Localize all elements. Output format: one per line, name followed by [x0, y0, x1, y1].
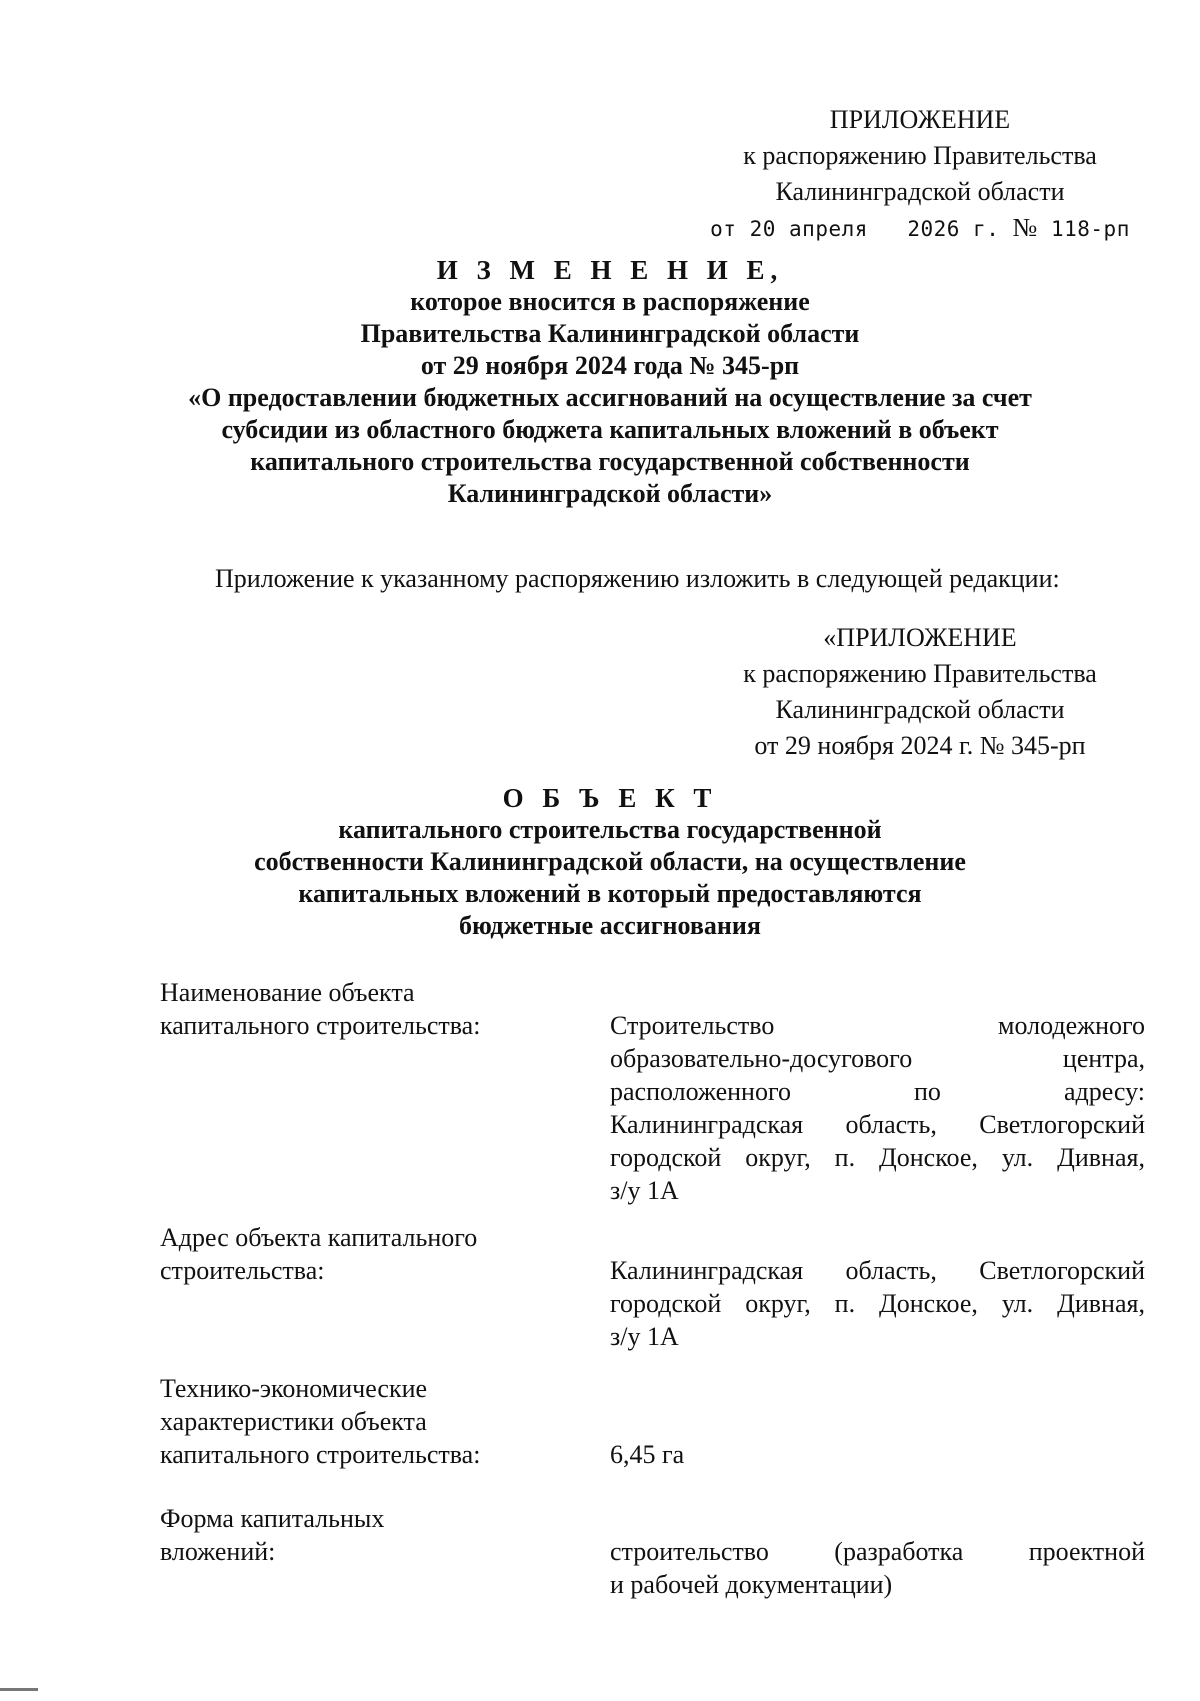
change-line: которое вносится в распоряжение	[410, 287, 810, 316]
inner-appendix-header	[690, 620, 1150, 764]
word: Дивная,	[1057, 1289, 1145, 1318]
word: расположенного	[610, 1077, 791, 1106]
name-value-line	[610, 1009, 1145, 1042]
address-label-line: Адрес объекта капитального	[160, 1223, 478, 1252]
word: область,	[845, 1256, 937, 1285]
address-value-line	[610, 1287, 1145, 1320]
object-line: собственности Калининградской области, на осуществление	[254, 847, 966, 876]
scan-edge-mark	[0, 1688, 38, 1691]
word: проектной	[1028, 1537, 1145, 1566]
document-number: 118-рп	[1050, 217, 1130, 241]
word: Светлогорский	[979, 1110, 1145, 1139]
name-value-line	[610, 1174, 1145, 1207]
word: Донское,	[879, 1289, 978, 1318]
change-line: субсидии из областного бюджета капитальных вложений в объект	[221, 415, 999, 444]
inner-appendix-line-4: от 29 ноября 2024 г. № 345-рп	[754, 731, 1086, 760]
change-title: И З М Е Н Е Н И Е,	[436, 255, 784, 285]
word: строительство	[610, 1537, 769, 1566]
address-label	[160, 1221, 540, 1287]
investment-form-value	[610, 1535, 1145, 1601]
characteristics-label	[160, 1372, 540, 1471]
change-line: от 29 ноября 2024 года № 345-рп	[420, 351, 800, 380]
name-value	[610, 1009, 1145, 1207]
approval-title: ПРИЛОЖЕНИЕ	[829, 105, 1011, 134]
word: молодежного	[998, 1011, 1145, 1040]
word: по	[914, 1077, 941, 1106]
word: городской	[610, 1289, 722, 1318]
date-year: 2026 г.	[907, 217, 1000, 241]
approval-date-line	[690, 210, 1150, 246]
name-value-line	[610, 1141, 1145, 1174]
word: округ,	[745, 1289, 811, 1318]
change-line: «О предоставлении бюджетных ассигнований на осуществление за счет	[188, 383, 1032, 412]
investment-form-label-line: вложений:	[160, 1537, 276, 1566]
address-value-line	[610, 1320, 1145, 1353]
inner-appendix-line-3: Калининградской области	[775, 695, 1065, 724]
word: ул.	[1001, 1143, 1034, 1172]
characteristics-label-line: характеристики объекта	[160, 1407, 427, 1436]
date-day-month: 20 апреля	[749, 217, 868, 241]
word: п.	[834, 1143, 856, 1172]
word: з/у 1А	[610, 1176, 679, 1205]
change-line: Калининградской области»	[447, 479, 773, 508]
characteristics-label-line: капитального строительства:	[160, 1440, 481, 1469]
word: образовательно-досугового	[610, 1044, 913, 1073]
word: ул.	[1001, 1289, 1034, 1318]
name-label-line: Наименование объекта	[160, 978, 415, 1007]
object-line: бюджетные ассигнования	[459, 911, 761, 940]
address-value-line	[610, 1254, 1145, 1287]
word: центра,	[1062, 1044, 1145, 1073]
characteristics-label-line: Технико-экономические	[160, 1374, 428, 1403]
word: и рабочей документации)	[610, 1570, 893, 1599]
name-label	[160, 976, 540, 1042]
word: Калининградская	[610, 1256, 804, 1285]
investment-form-label-line: Форма капитальных	[160, 1504, 385, 1533]
name-label-line: капитального строительства:	[160, 1011, 481, 1040]
change-line: Правительства Калининградской области	[360, 319, 860, 348]
investment-form-label	[160, 1502, 540, 1568]
word: з/у 1А	[610, 1322, 679, 1351]
name-value-line	[610, 1108, 1145, 1141]
word: Донское,	[879, 1143, 978, 1172]
address-label-line: строительства:	[160, 1256, 325, 1285]
investment-form-value-line	[610, 1535, 1145, 1568]
instruction-text: Приложение к указанному распоряжению изложить в следующей редакции:	[215, 564, 1060, 593]
approval-line-2: к распоряжению Правительства	[743, 141, 1097, 170]
word: (разработка	[834, 1537, 964, 1566]
inner-appendix-title: «ПРИЛОЖЕНИЕ	[823, 623, 1017, 652]
word: городской	[610, 1143, 722, 1172]
object-block	[120, 782, 1100, 942]
change-block	[120, 254, 1100, 510]
approval-header	[690, 102, 1150, 246]
number-sign: №	[1012, 213, 1038, 242]
address-value	[610, 1254, 1145, 1353]
characteristics-value	[610, 1438, 1145, 1471]
inner-appendix-line-2: к распоряжению Правительства	[743, 659, 1097, 688]
name-value-line	[610, 1042, 1145, 1075]
change-line: капитального строительства государственной собственности	[250, 447, 970, 476]
word: Светлогорский	[979, 1256, 1145, 1285]
word: Дивная,	[1057, 1143, 1145, 1172]
approval-line-3: Калининградской области	[775, 177, 1065, 206]
object-line: капитального строительства государственной	[338, 815, 882, 844]
object-title: О Б Ъ Е К Т	[502, 783, 718, 813]
word: Калининградская	[610, 1110, 804, 1139]
object-line: капитальных вложений в который предоставляются	[298, 879, 922, 908]
word: Строительство	[610, 1011, 775, 1040]
date-prefix: от	[710, 217, 737, 241]
investment-form-value-line	[610, 1568, 1145, 1601]
name-value-line	[610, 1075, 1145, 1108]
word: округ,	[745, 1143, 811, 1172]
word: область,	[845, 1110, 937, 1139]
word: п.	[834, 1289, 856, 1318]
characteristics-value-line: 6,45 га	[610, 1440, 685, 1469]
word: адресу:	[1063, 1077, 1145, 1106]
